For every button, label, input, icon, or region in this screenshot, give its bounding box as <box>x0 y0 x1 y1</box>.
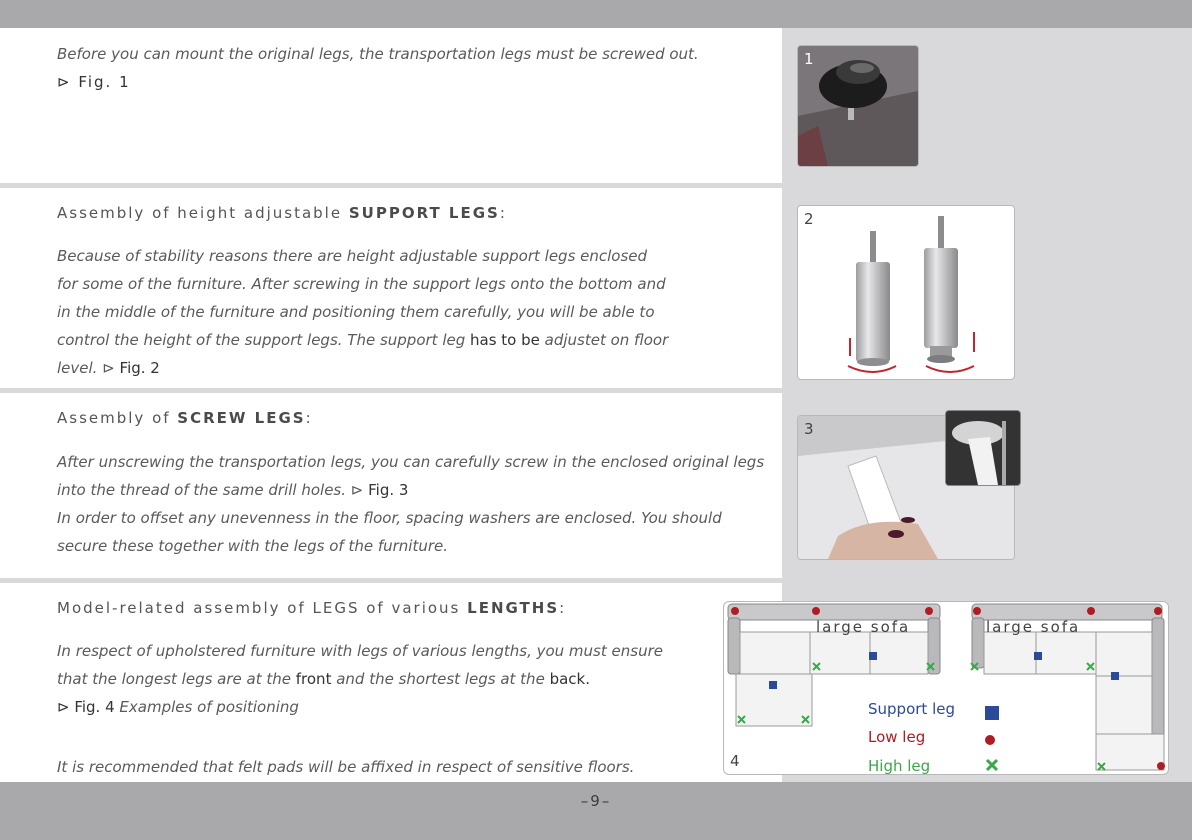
fig1-ref: ⊳ Fig. 1 <box>57 73 131 91</box>
sofa-label-right: large sofa <box>986 618 1081 636</box>
fig2-ref: Fig. 2 <box>119 359 160 377</box>
divider <box>0 578 782 583</box>
top-bar <box>0 0 1192 28</box>
figure-number: 4 <box>730 752 740 770</box>
figure-4 <box>723 601 1169 775</box>
figure-number: 1 <box>804 50 814 68</box>
legend-support: Support leg <box>868 700 955 718</box>
divider <box>0 183 782 188</box>
fig4-ref: ⊳ Fig. 4 <box>57 698 115 716</box>
figure-number: 3 <box>804 420 814 438</box>
section4-body: In respect of upholstered furniture with legs of various lengths, you must ensure that the longest legs are at the front and the shortest legs at the back. ⊳ Fig. 4 Examples of positioning <box>57 642 663 716</box>
screw-leg-detail-photo <box>946 411 1020 485</box>
legend-high: High leg <box>868 757 931 775</box>
section2-heading: Assembly of height adjustable SUPPORT LEGS: <box>57 204 507 222</box>
legend-low: Low leg <box>868 728 926 746</box>
support-legs-illustration <box>798 206 1014 379</box>
section3-body: After unscrewing the transportation legs, you can carefully screw in the enclosed original legs into the thread of the same drill holes. ⊳ Fig. 3 In order to offset any unevenness in the floor, spacing washers are enclosed. You should secure these together with the legs of the furniture. <box>57 453 765 555</box>
transport-leg-photo <box>798 46 918 166</box>
figure-3-detail <box>945 410 1021 486</box>
fig3-ref: Fig. 3 <box>368 481 409 499</box>
bottom-bar <box>0 782 1192 840</box>
section4-note: It is recommended that felt pads will be affixed in respect of sensitive floors. <box>57 758 635 776</box>
section2-body: Because of stability reasons there are height adjustable support legs enclosed for some of the furniture. After screwing in the support legs onto the bottom and in the middle of the furniture and positioning them carefully, you will be able to control the height of the support legs. The support leg has to be adjustet on floor level. ⊳ Fig. 2 <box>57 247 669 377</box>
figure-number: 2 <box>804 210 814 228</box>
divider <box>0 388 782 393</box>
section3-heading: Assembly of SCREW LEGS: <box>57 409 313 427</box>
section1-text: Before you can mount the original legs, the transportation legs must be screwed out. ⊳ Fig. 1 <box>57 45 699 91</box>
sofa-layout-diagram <box>724 602 1168 774</box>
figure-2 <box>797 205 1015 380</box>
page-number: –9– <box>580 792 612 810</box>
sofa-label-left: large sofa <box>816 618 911 636</box>
figure-1 <box>797 45 919 167</box>
section4-heading: Model-related assembly of LEGS of various LENGTHS: <box>57 599 567 617</box>
